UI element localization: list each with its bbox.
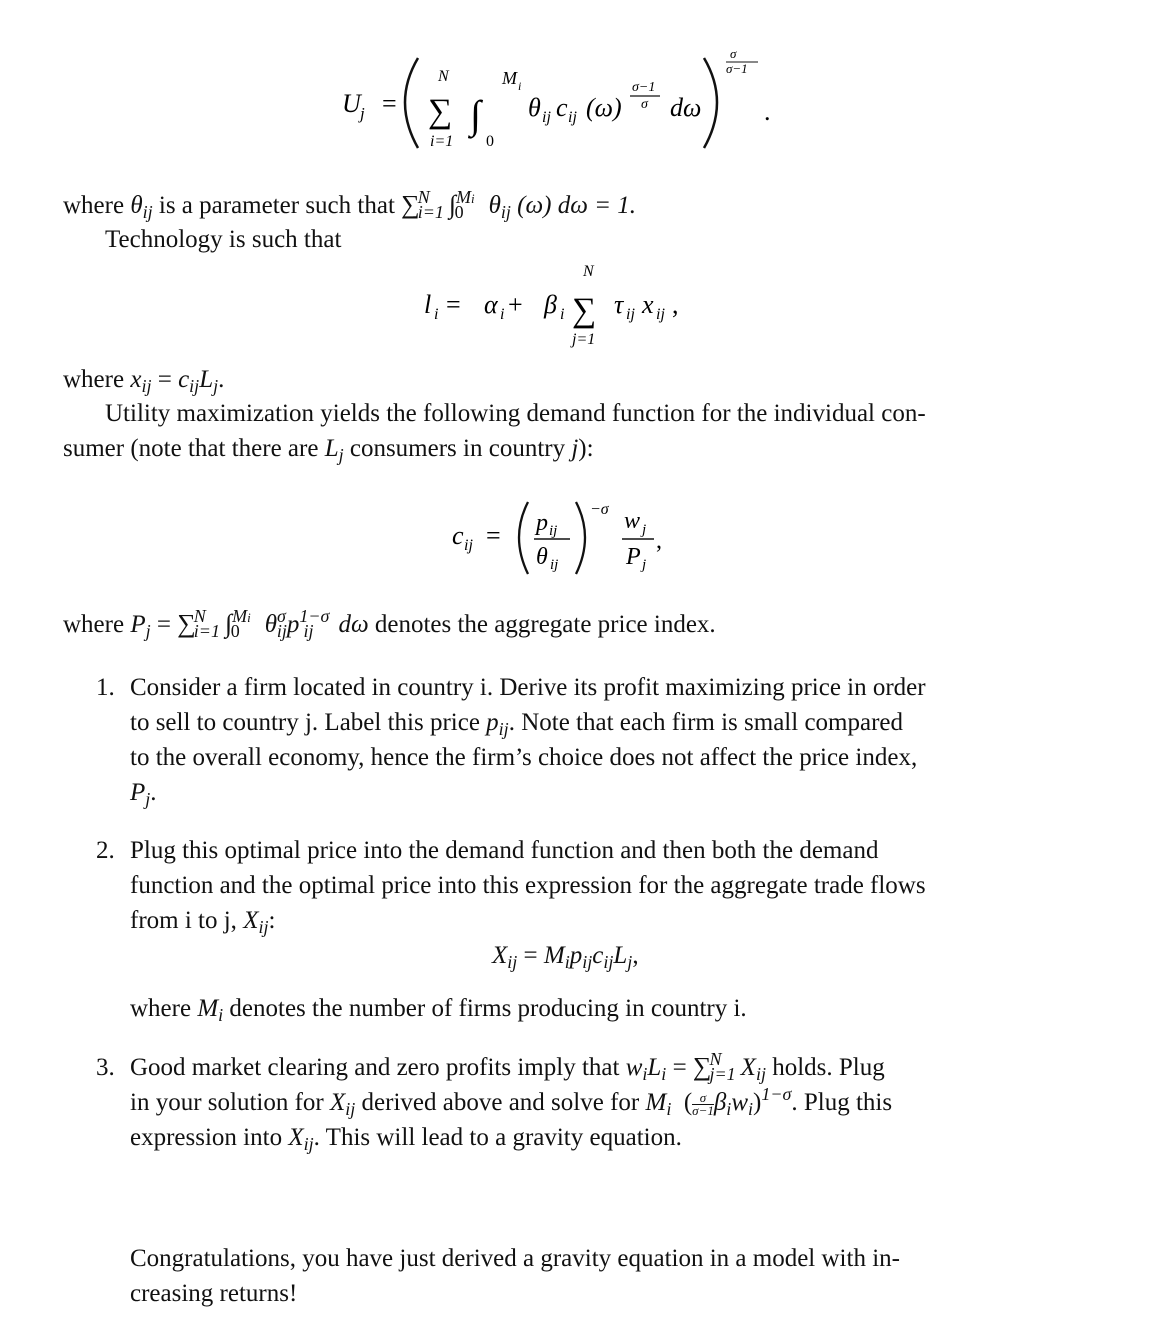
equation-labor	[420, 258, 720, 353]
svg-text:N: N	[583, 263, 594, 280]
svg-text:+: +	[508, 290, 523, 319]
utility-right-paren	[704, 58, 717, 148]
svg-text:p: p	[536, 510, 548, 536]
svg-text:ij: ij	[656, 306, 665, 323]
svg-text:,: ,	[672, 290, 679, 319]
utility-sum-sign: ∑	[428, 93, 453, 130]
closing-text: Congratulations, you have just derived a gravity equation in a model with in- creasing returns!	[130, 1245, 900, 1307]
svg-text:θ: θ	[536, 544, 548, 570]
text-technology: Technology is such that	[105, 226, 342, 253]
utility-exp-den: σ	[641, 97, 648, 112]
equation-demand	[448, 492, 688, 582]
svg-text:ij: ij	[464, 537, 473, 554]
utility-period: .	[764, 97, 771, 126]
text-x-definition: where $x_{ij} = c_{ij}L_j$.	[63, 366, 225, 396]
svg-text:w: w	[624, 508, 641, 534]
utility-left-paren	[405, 58, 418, 148]
svg-text:x: x	[642, 290, 654, 319]
svg-text:P: P	[626, 544, 641, 570]
labor-sum-sign: ∑	[572, 292, 597, 329]
utility-lhs-sub: j	[360, 104, 365, 123]
utility-theta: θ	[528, 93, 541, 122]
utility-c-sub: ij	[568, 109, 577, 126]
equation-trade-flows: $X_{ij} = M_ip_{ij}c_{ij}L_j$,	[492, 942, 639, 972]
svg-text:α: α	[484, 290, 498, 319]
question-3: 3. Good market clearing and zero profits imply that $w_iL_i = \sum^N_{j=1}$ $X_{ij}$ holds. Plug in your solution for $X_{ij}$ derived above and solve for $M_i$ ( $\frac{\sigma}{\sigma-1}$ $\beta_iw_i)^{1-\sigma}$. Plug this expression into $X_{ij}$. This will lead to a gravity equation.	[96, 1049, 893, 1154]
text-price-index: where $P_j = \sum^N_{i=1}$ ∫$^{Mi}_0$ $\theta^\sigma_{ij}p^{1-\sigma}_{ij}$ dω denotes the aggregate price index.	[63, 606, 716, 641]
utility-int-upper: M	[502, 68, 517, 88]
svg-text:l: l	[424, 290, 432, 319]
text-utility-max-line2: sumer (note that there are $L_j$ consumers in country j):	[63, 435, 594, 465]
utility-integral-sign: ∫	[470, 92, 481, 137]
utility-int-lower: 0	[486, 133, 494, 150]
equation-utility	[330, 40, 790, 160]
svg-text:β: β	[544, 290, 557, 319]
svg-text:−σ: −σ	[590, 501, 609, 518]
utility-lhs: U	[342, 89, 361, 118]
utility-int-upper-sub: i	[518, 79, 522, 93]
utility-equals: =	[382, 89, 397, 118]
utility-outer-exp-num: σ	[730, 46, 737, 61]
svg-text:ij: ij	[550, 557, 559, 573]
svg-text:=: =	[446, 290, 461, 319]
utility-exp-num: σ−1	[632, 80, 656, 95]
text-theta-definition: where $\theta_{ij}$ is a parameter such that ∑$^N_{i=1}$ ∫$^{Mi}_0$ $\theta_{ij}$ (ω) dω = 1.	[63, 187, 636, 222]
svg-text:c: c	[452, 521, 464, 550]
svg-text:ij: ij	[626, 306, 635, 323]
utility-omega: (ω)	[586, 93, 622, 122]
utility-sum-upper: N	[438, 68, 449, 85]
svg-text:j=1: j=1	[572, 331, 596, 348]
svg-text:j: j	[642, 557, 647, 573]
svg-text:j: j	[642, 522, 647, 538]
text-utility-max-line1: Utility maximization yields the following demand function for the individual con-	[105, 400, 926, 427]
utility-dw: dω	[670, 93, 702, 122]
utility-c: c	[556, 93, 568, 122]
question-1: 1. Consider a firm located in country i. Derive its profit maximizing price in order to sell to country j. Label this price $p_{ij}$. Note that each firm is small compared to the overall economy, hence the firm’s choice does not affect the price index, $P_j$.	[96, 674, 926, 809]
svg-text:=: =	[486, 521, 501, 550]
svg-text:,: ,	[656, 528, 662, 554]
question-2: 2. Plug this optimal price into the demand function and then both the demand function and the optimal price into this expression for the aggregate trade flows from i to j, $X_{ij}$:	[96, 837, 926, 937]
svg-text:ij: ij	[549, 523, 558, 539]
svg-text:τ: τ	[614, 290, 624, 319]
svg-text:i: i	[500, 306, 505, 323]
question-2-after: where $M_i$ denotes the number of firms producing in country i.	[130, 995, 747, 1025]
svg-text:i: i	[560, 306, 565, 323]
svg-text:i: i	[434, 306, 439, 323]
utility-outer-exp-den: σ−1	[726, 61, 748, 76]
utility-sum-lower: i=1	[430, 133, 454, 150]
utility-theta-sub: ij	[542, 109, 551, 126]
